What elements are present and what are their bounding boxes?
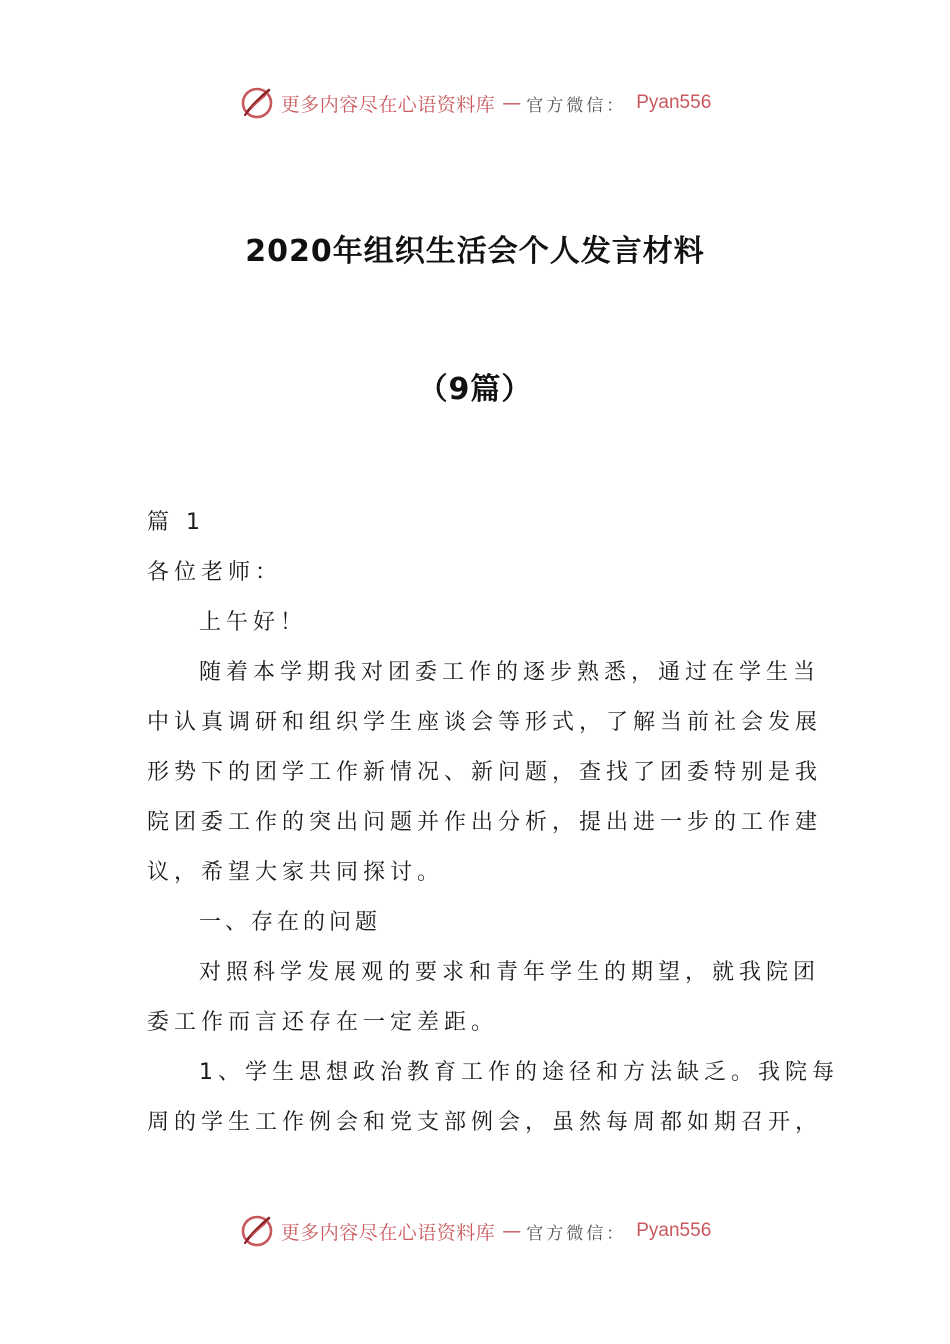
banner-text: 更多内容尽在心语资料库 <box>280 1221 496 1244</box>
footer-banner <box>0 1211 950 1251</box>
body-line: 形势下的团学工作新情况、新问题，查找了团委特别是我 <box>147 760 823 785</box>
wechat-label: 官方微信： <box>526 95 627 116</box>
body-line: 中认真调研和组织学生座谈会等形式，了解当前社会发展 <box>147 710 823 735</box>
body-line: 对照科学发展观的要求和青年学生的期望，就我院团 <box>199 960 821 985</box>
document-body <box>147 504 839 1154</box>
body-line: 1、学生思想政治教育工作的途径和方法缺乏。我院每 <box>199 1060 839 1085</box>
quill-logo-icon <box>239 1213 275 1249</box>
body-line: 委工作而言还存在一定差距。 <box>147 1010 499 1035</box>
banner-dash: — <box>502 92 520 114</box>
salutation: 各位老师： <box>147 560 283 585</box>
body-line: 院团委工作的突出问题并作出分析，提出进一步的工作建 <box>147 810 823 835</box>
wechat-id: Pyan556 <box>636 1220 712 1241</box>
banner-text: 更多内容尽在心语资料库 <box>280 93 496 116</box>
wechat-label: 官方微信： <box>526 1223 627 1244</box>
section-heading: 一、存在的问题 <box>199 910 382 935</box>
quill-logo-icon <box>239 85 275 121</box>
body-line: 议，希望大家共同探讨。 <box>147 860 445 885</box>
body-line: 周的学生工作例会和党支部例会，虽然每周都如期召开， <box>147 1110 823 1135</box>
header-banner <box>0 83 950 123</box>
banner-dash: — <box>502 1220 520 1242</box>
document-subtitle: （9篇） <box>417 372 533 407</box>
body-line: 随着本学期我对团委工作的逐步熟悉，通过在学生当 <box>199 660 821 685</box>
section-label: 篇 1 <box>147 510 205 535</box>
document-title: 2020年组织生活会个人发言材料 <box>245 234 705 269</box>
greeting: 上午好！ <box>199 610 308 635</box>
wechat-id: Pyan556 <box>636 92 712 113</box>
